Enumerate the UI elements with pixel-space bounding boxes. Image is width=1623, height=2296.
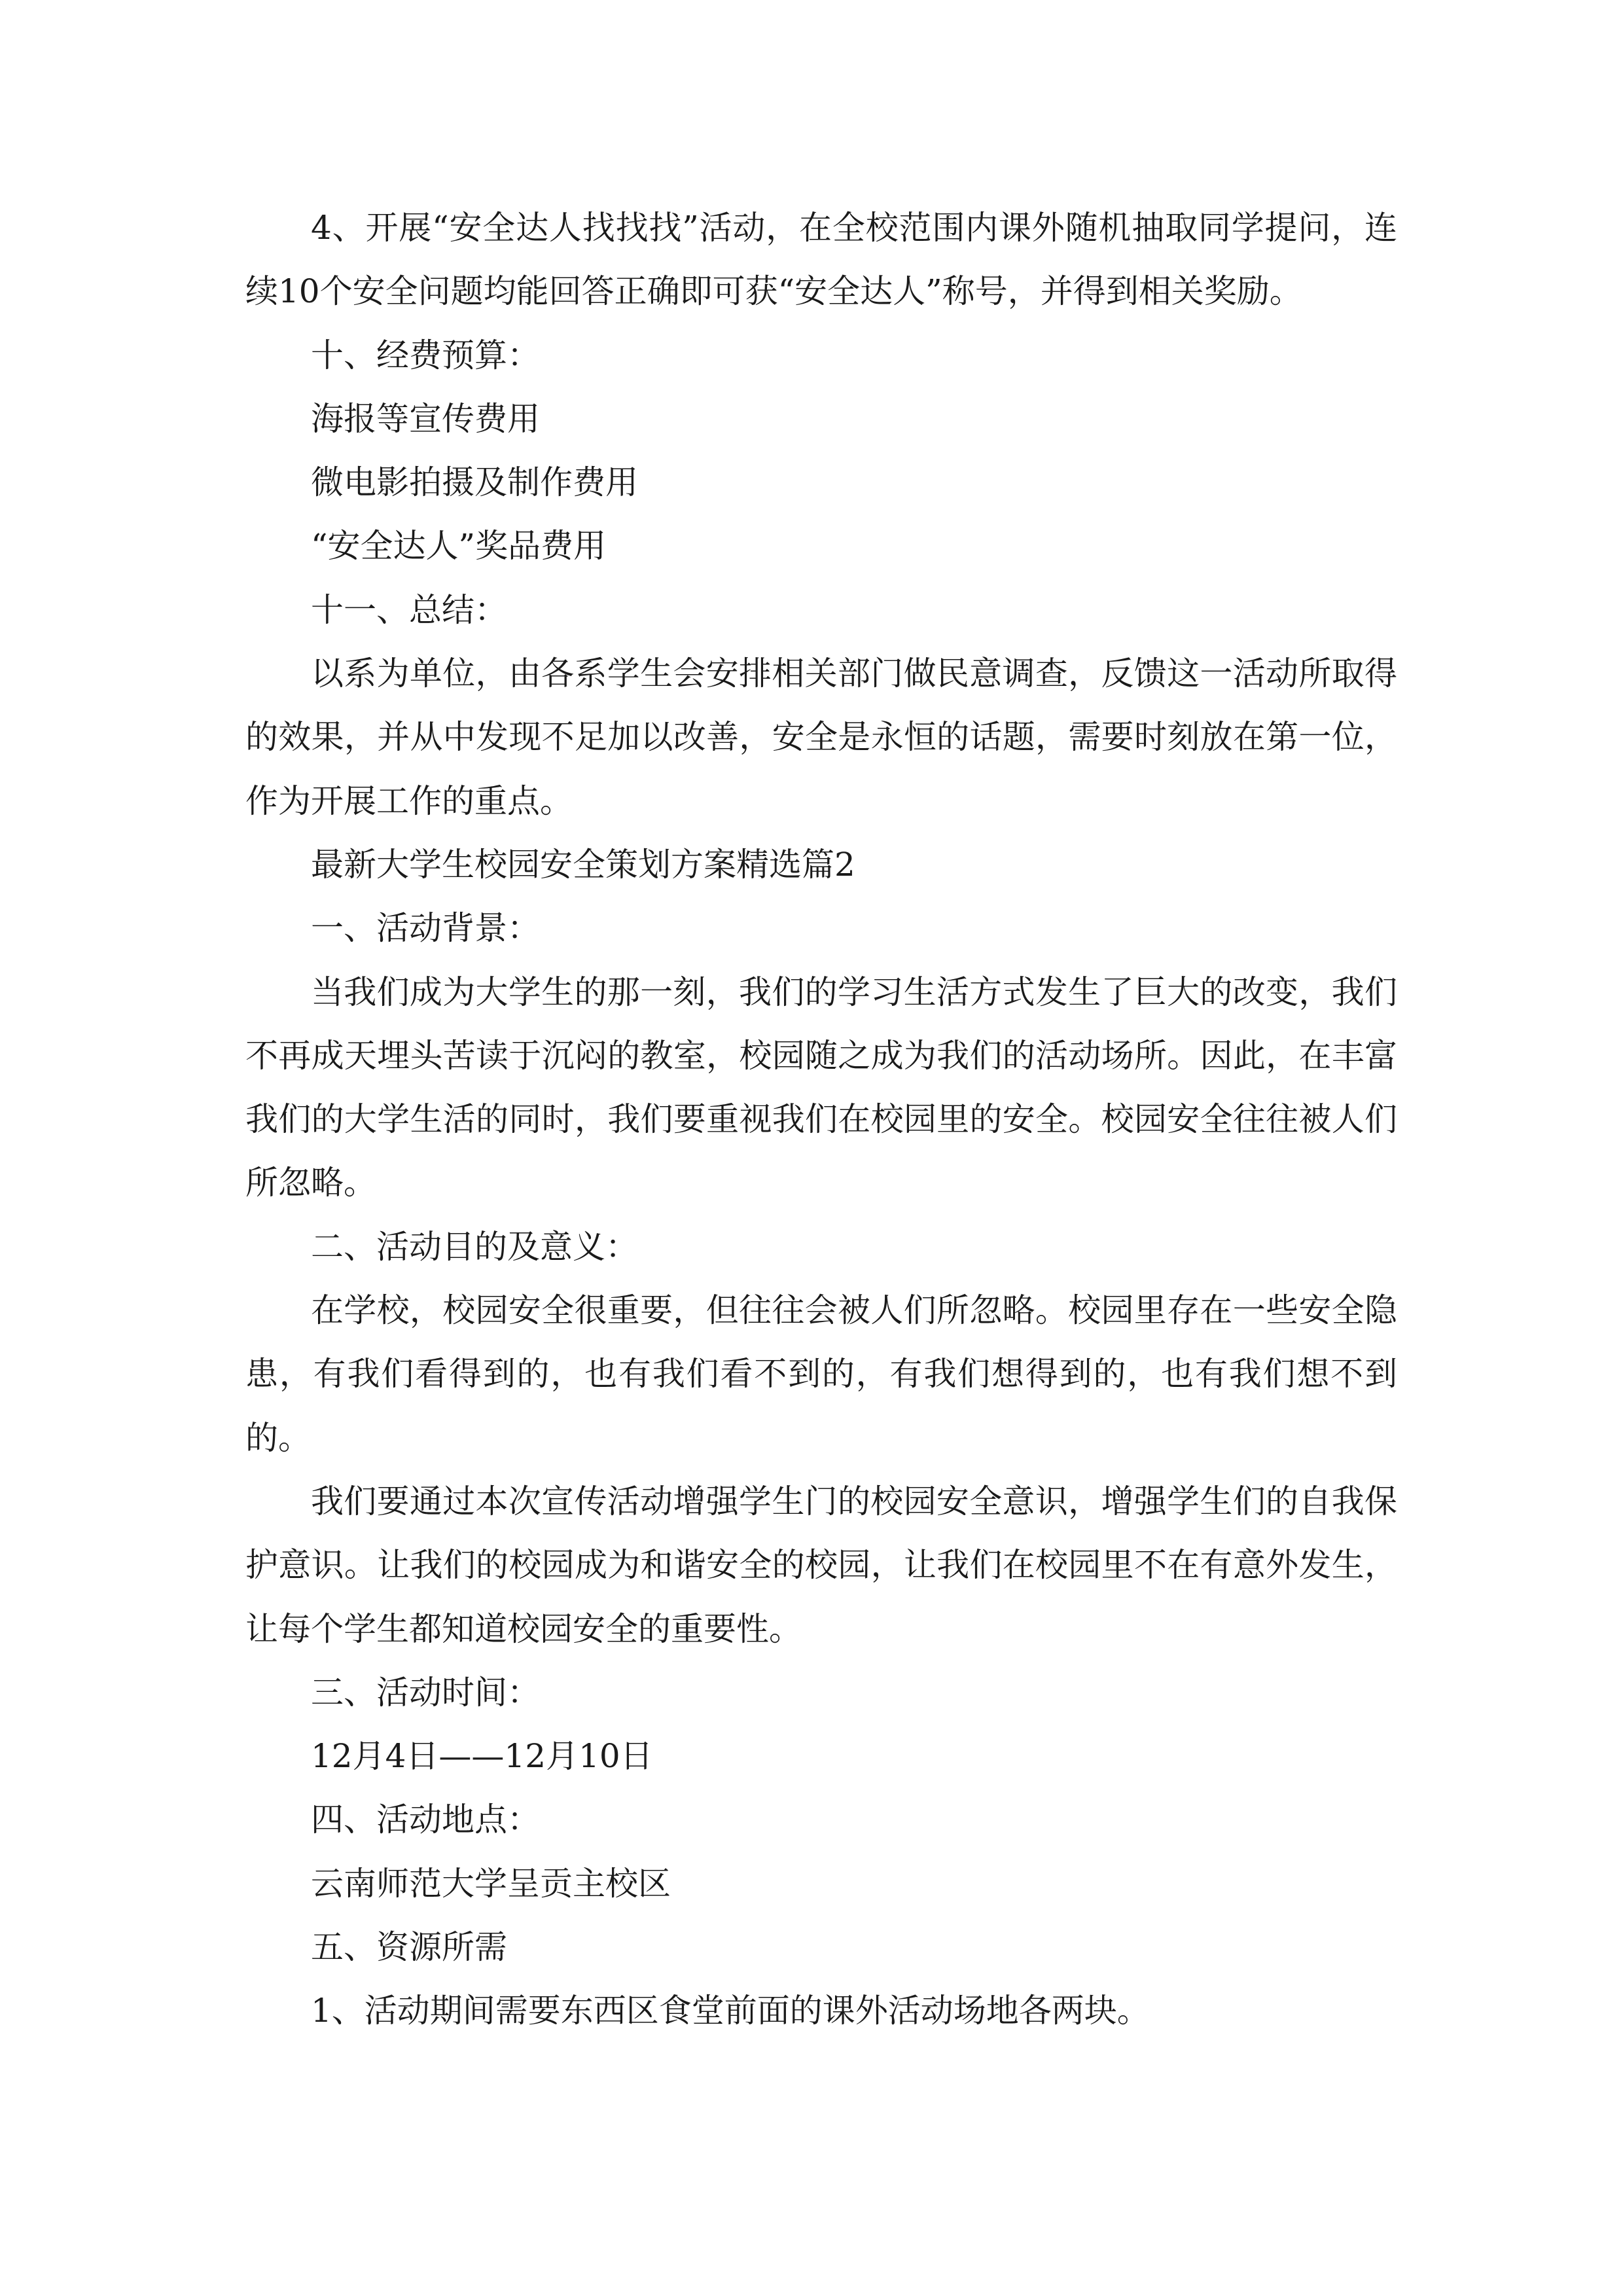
heading-background: 一、活动背景：: [311, 909, 540, 948]
section-title-part-2: 最新大学生校园安全策划方案精选篇2: [311, 845, 855, 884]
budget-item-poster: 海报等宣传费用: [311, 399, 540, 438]
activity-location: 云南师范大学呈贡主校区: [311, 1864, 671, 1903]
budget-item-prize: “安全达人”奖品费用: [311, 527, 607, 565]
heading-purpose: 二、活动目的及意义：: [311, 1227, 638, 1266]
heading-time: 三、活动时间：: [311, 1673, 540, 1712]
heading-summary: 十一、总结：: [311, 590, 507, 629]
heading-location: 四、活动地点：: [311, 1801, 540, 1839]
paragraph-purpose-2: 我们要通过本次宣传活动增强学生门的校园安全意识，增强学生们的自我保护意识。让我们的校园成为和谐安全的校园，让我们在校园里不在有意外发生，让每个学生都知道校园安全的重要性。: [245, 1482, 1397, 1648]
document-body: [245, 196, 1397, 2043]
paragraph-purpose-1: 在学校，校园安全很重要，但往往会被人们所忽略。校园里存在一些安全隐患，有我们看得到的，也有我们看不到的，有我们想得到的，也有我们想不到的。: [245, 1291, 1397, 1457]
activity-dates: 12月4日——12月10日: [311, 1737, 653, 1776]
heading-budget: 十、经费预算：: [311, 336, 540, 374]
paragraph-summary: 以系为单位，由各系学生会安排相关部门做民意调查，反馈这一活动所取得的效果，并从中发现不足加以改善，安全是永恒的话题，需要时刻放在第一位，作为开展工作的重点。: [245, 655, 1397, 820]
heading-resources: 五、资源所需: [311, 1928, 507, 1967]
resource-item-1: 1、活动期间需要东西区食堂前面的课外活动场地各两块。: [311, 1992, 1150, 2030]
paragraph-activity-4: 4、开展“安全达人找找找”活动，在全校范围内课外随机抽取同学提问，连续10个安全问题均能回答正确即可获“安全达人”称号，并得到相关奖励。: [245, 209, 1397, 311]
paragraph-background: 当我们成为大学生的那一刻，我们的学习生活方式发生了巨大的改变，我们不再成天埋头苦读于沉闷的教室，校园随之成为我们的活动场所。因此，在丰富我们的大学生活的同时，我们要重视我们在校园里的安全。校园安全往往被人们所忽略。: [245, 973, 1397, 1202]
budget-item-film: 微电影拍摄及制作费用: [311, 463, 638, 502]
